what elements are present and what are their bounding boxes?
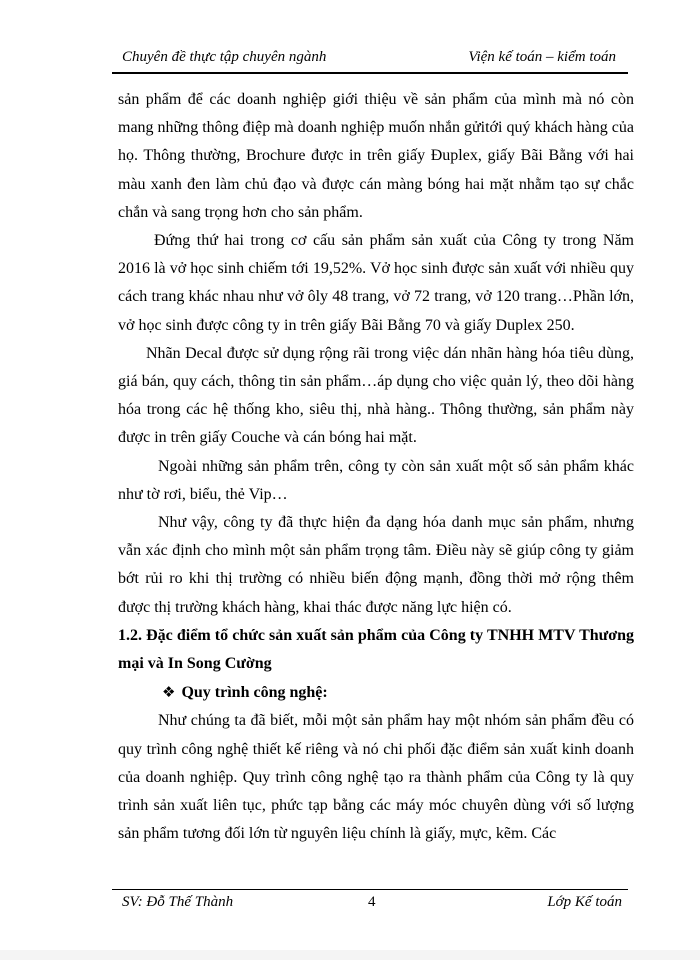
- header-right-title: Viện kế toán – kiểm toán: [468, 49, 616, 65]
- header-divider: [112, 72, 628, 74]
- paragraph-brochure: sản phẩm để các doanh nghiệp giới thiệu về sản phẩm của mình mà nó còn mang những thông điệp mà doanh nghiệp muốn nhắn gửitới quý khách hàng của họ. Thông thường, Brochure được in trên giấy Đuplex, giấy Bãi Bằng với hai màu xanh đen làm chủ đạo và được cán màng bóng hai mặt nhằm tạo sự chắc chắn và sang trọng hơn cho sản phẩm.: [118, 91, 634, 221]
- sub-heading: [118, 678, 634, 707]
- section-heading: 1.2. Đặc điểm tổ chức sản xuất sản phẩm của Công ty TNHH MTV Thương mại và In Song Cường: [118, 626, 634, 673]
- document-body: [118, 86, 634, 848]
- footer-student: SV: Đỗ Thế Thành: [122, 894, 234, 910]
- paragraph-other-products: Ngoài những sản phẩm trên, công ty còn sản xuất một số sản phẩm khác như tờ rơi, biểu, thẻ Vip…: [118, 457, 634, 503]
- sub-heading-text: Quy trình công nghệ:: [181, 684, 328, 702]
- paragraph-technology-process: Như chúng ta đã biết, mỗi một sản phẩm hay một nhóm sản phẩm đều có quy trình công nghệ thiết kế riêng và nó chi phối đặc điểm sản xuất kinh doanh của doanh nghiệp. Quy trình công nghệ tạo ra thành phẩm của Công ty là quy trình sản xuất liên tục, phức tạp bằng các máy móc chuyên dùng với số lượng sản phẩm tương đối lớn từ nguyên liệu chính là giấy, mực, kẽm. Các: [118, 712, 634, 843]
- footer-class: Lớp Kế toán: [547, 894, 622, 910]
- diamond-bullet-icon: ❖: [162, 683, 176, 702]
- bottom-stripe: [0, 950, 700, 960]
- header-left-title: Chuyên đề thực tập chuyên ngành: [122, 49, 327, 65]
- paragraph-diversification: Như vậy, công ty đã thực hiện đa dạng hóa danh mục sản phẩm, nhưng vẫn xác định cho mình một sản phẩm trọng tâm. Điều này sẽ giúp công ty giảm bớt rủi ro khi thị trường có nhiều biến động mạnh, đồng thời mở rộng thêm được thị trường khách hàng, khai thác được năng lực hiện có.: [118, 514, 634, 616]
- page-header: [112, 46, 628, 70]
- page-footer: [112, 894, 628, 916]
- footer-divider: [112, 889, 628, 890]
- page-number: 4: [368, 894, 376, 910]
- paragraph-notebooks: Đứng thứ hai trong cơ cấu sản phẩm sản xuất của Công ty trong Năm 2016 là vở học sinh chiếm tới 19,52%. Vở học sinh được sản xuất với nhiều quy cách trang khác nhau như vở ôly 48 trang, vở 72 trang, vở 120 trang…Phần lớn, vở học sinh được công ty in trên giấy Bãi Bằng 70 và giấy Duplex 250.: [118, 232, 634, 334]
- paragraph-decal: Nhãn Decal được sử dụng rộng rãi trong việc dán nhãn hàng hóa tiêu dùng, giá bán, quy cách, thông tin sản phẩm…áp dụng cho việc quản lý, theo dõi hàng hóa trong các hệ thống kho, siêu thị, nhà hàng.. Thông thường, sản phẩm này được in trên giấy Couche và cán bóng hai mặt.: [118, 344, 634, 447]
